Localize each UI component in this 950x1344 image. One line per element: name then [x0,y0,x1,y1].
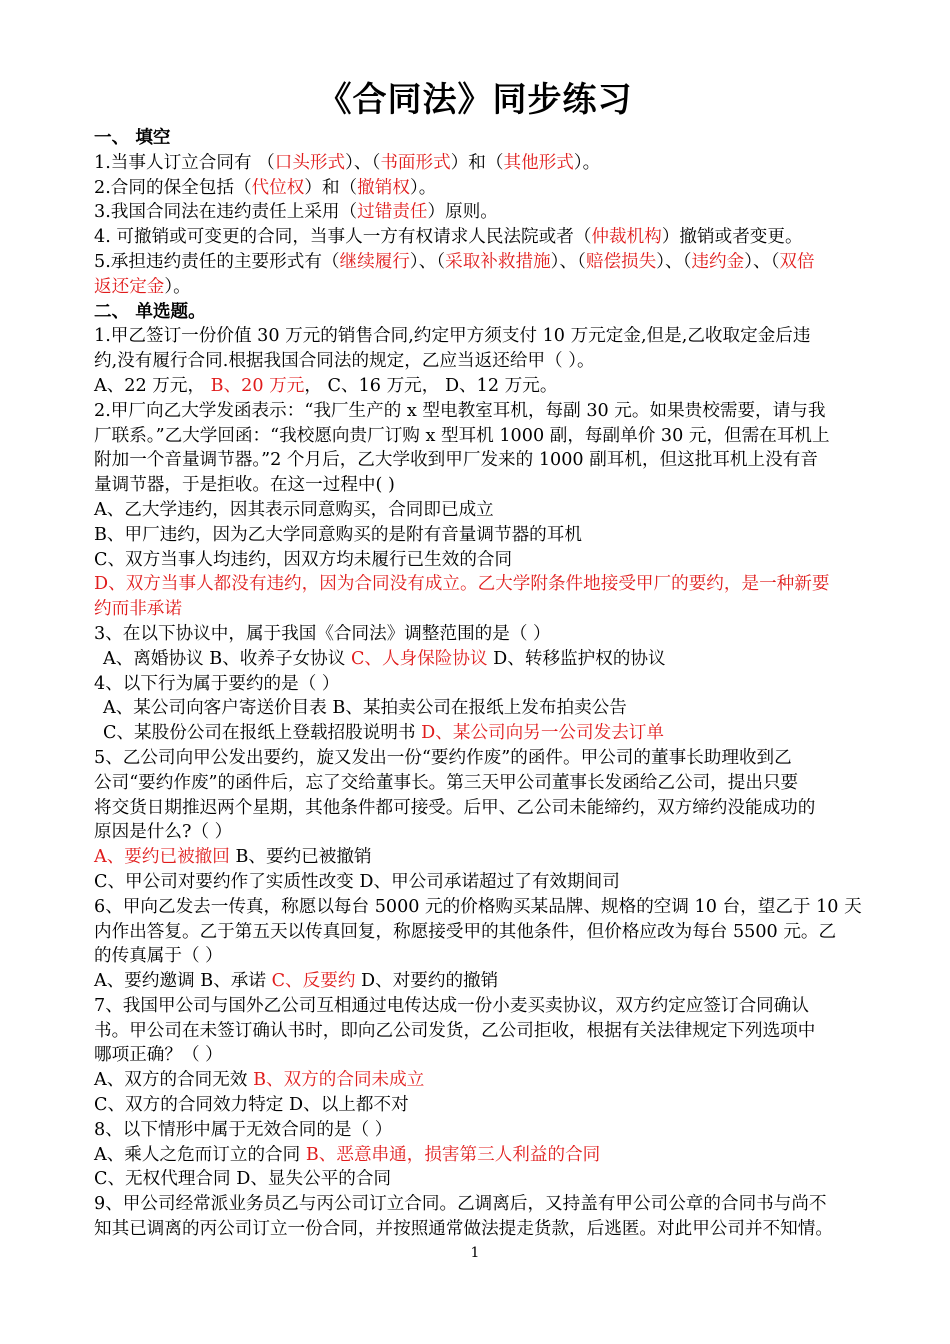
text-line [94,746,870,771]
answer-text: C、人身保险协议 [350,648,488,669]
page-number: 1 [470,1245,480,1261]
text-span: ）和（ [450,152,504,173]
answer-text: A、要约已被撤回 [94,847,230,868]
answer-text: B、恶意串通，损害第三人利益的合同 [305,1144,601,1165]
text-span: ）撤销或者变更。 [661,227,803,248]
text-span: D、对要约的撤销 [355,971,499,992]
text-span: 4、以下行为属于要约的是（ ） [94,673,340,694]
text-line [94,969,870,994]
text-line [94,225,870,250]
text-line [94,820,870,845]
text-line [94,1068,870,1093]
text-line [94,523,870,548]
answer-text: 赔偿损失 [585,251,657,272]
text-span: B、甲厂违约，因为乙大学同意购买的是附有音量调节器的耳机 [94,524,582,545]
answer-text: 约而非承诺 [94,599,182,620]
text-span: 一、 填空 [94,127,171,148]
text-span: 2.甲厂向乙大学发函表示：“我厂生产的 x 型电教室耳机，每副 30 元。如果贵校需要，请与我 [94,400,826,421]
answer-text: 过错责任 [357,202,428,223]
answer-text: D、某公司向另一公司发去订单 [421,723,664,744]
text-span: ）。 [409,177,437,198]
text-line [94,473,870,498]
text-line [94,870,870,895]
text-line [94,994,870,1019]
text-span: A、离婚协议 B、收养子女协议 [103,648,351,669]
text-span: 量调节器，于是拒收。在这一过程中( ) [94,475,395,496]
text-line [94,448,870,473]
document-body [94,126,870,1242]
text-span: 5.承担违约责任的主要形式有（ [94,251,340,272]
text-span: A、乙大学违约，因其表示同意购买，合同即已成立 [94,499,494,520]
text-line [94,275,870,300]
text-line [94,324,870,349]
text-span: 7、我国甲公司与国外乙公司互相通过电传达成一份小麦买卖协议，双方约定应签订合同确认 [94,995,809,1016]
text-line [94,374,870,399]
text-line [94,349,870,374]
text-span: 3.我国合同法在违约责任上采用（ [94,202,358,223]
answer-text: B、双方的合同未成立 [253,1070,425,1091]
text-span: ）、（ [345,152,381,173]
text-span: 5、乙公司向甲公发出要约，旋又发出一份“要约作废”的函件。甲公司的董事长助理收到乙 [94,747,792,768]
text-line [94,1118,870,1143]
text-span: A、某公司向客户寄送价目表 B、某拍卖公司在报纸上发布拍卖公告 [103,698,627,719]
answer-text: 返还定金 [94,276,165,297]
text-span: D、转移监护权的协议 [487,648,666,669]
text-span: 1.甲乙签订一份价值 30 万元的销售合同,约定甲方须支付 10 万元定金,但是,乙收取定金后违 [94,326,811,347]
text-line [94,1192,870,1217]
text-span: 约,没有履行合同.根据我国合同法的规定，乙应当返还给甲（ ）。 [94,351,595,372]
text-span: 2.合同的保全包括（ [94,177,252,198]
text-line [94,895,870,920]
text-span: 4. 可撤销或可变更的合同，当事人一方有权请求人民法院或者（ [94,227,592,248]
text-span: C、双方当事人均违约，因双方均未履行已生效的合同 [94,549,513,570]
text-span: 二、 单选题。 [94,300,206,322]
text-line [94,151,870,176]
text-line [94,622,870,647]
text-line [94,1143,870,1168]
text-span: 哪项正确？（ ） [94,1045,223,1066]
answer-text: 其他形式 [503,152,574,173]
text-span: 3、在以下协议中，属于我国《合同法》调整范围的是（ ） [94,623,551,644]
answer-text: 代位权 [251,177,305,198]
text-line [94,920,870,945]
text-line [94,845,870,870]
text-span: 原因是什么?（ ） [94,822,233,843]
text-line [94,572,870,597]
text-line [94,796,870,821]
text-span: A、双方的合同无效 [94,1070,254,1091]
section-heading [94,126,870,151]
text-line [94,424,870,449]
text-line [94,597,870,622]
text-span: ）、（ [409,251,446,272]
text-span: ）、（ [744,251,780,272]
text-span: 将交货日期推迟两个星期，其他条件都可接受。后甲、乙公司未能缔约，双方缔约没能成功的 [94,797,816,818]
text-span: 厂联系。”乙大学回函：“我校愿向贵厂订购 x 型耳机 1000 副，每副单价 30 元，但需在耳机上 [94,425,830,446]
text-span: 6、甲向乙发去一传真，称愿以每台 5000 元的价格购买某品牌、规格的空调 10 台，望乙于 10 天 [94,896,862,917]
text-span: A、要约邀调 B、承诺 [94,971,272,992]
text-span: 的传真属于（ ） [94,946,223,967]
text-line [94,176,870,201]
text-span: C、无权代理合同 D、显失公平的合同 [94,1169,392,1190]
text-line [94,548,870,573]
text-line [94,696,870,721]
text-line [94,647,870,672]
text-span: 9、甲公司经常派业务员乙与丙公司订立合同。乙调离后，又持盖有甲公司公章的合同书与尚不 [94,1194,827,1215]
text-line [94,672,870,697]
text-span: C、某股份公司在报纸上登载招股说明书 [103,723,422,744]
answer-text: 双倍 [779,251,815,272]
text-line [94,1043,870,1068]
text-span: ）。 [164,276,191,297]
text-span: 知其已调离的丙公司订立一份合同，并按照通常做法提走货款，后逃匿。对此甲公司并不知情。 [94,1219,833,1240]
answer-text: B、20 万元 [210,375,305,396]
text-span: A、乘人之危而订立的合同 [94,1144,306,1165]
text-line [94,771,870,796]
answer-text: 继续履行 [339,251,410,272]
text-span: 1.当事人订立合同有 （ [94,152,275,173]
text-span: B、要约已被撤销 [229,847,372,868]
text-span: 8、以下情形中属于无效合同的是（ ） [94,1119,393,1140]
answer-text: 书面形式 [380,152,451,173]
text-line [94,399,870,424]
text-span: C、双方的合同效力特定 D、以上都不对 [94,1095,409,1116]
text-span: ）、（ [550,251,586,272]
page-title: 《合同法》同步练习 [317,80,633,120]
text-line [94,944,870,969]
text-span: 公司“要约作废”的函件后，忘了交给董事长。第三天甲公司董事长发函给乙公司，提出只要 [94,772,799,793]
text-line [94,498,870,523]
text-span: ）原则。 [427,202,498,223]
answer-text: 采取补救措施 [445,251,551,272]
text-span: ）。 [573,152,601,173]
text-span: 内作出答复。乙于第五天以传真回复，称愿接受甲的其他条件，但价格应改为每台 5500 元。乙 [94,921,837,942]
text-line [94,721,870,746]
text-line [94,250,870,275]
answer-text: 仲裁机构 [591,227,662,248]
text-span: ）和（ [304,177,358,198]
text-span: ， C、16 万元， D、12 万元。 [304,375,558,396]
section-heading [94,300,870,325]
text-line [94,200,870,225]
text-span: 附加一个音量调节器。”2 个月后，乙大学收到甲厂发来的 1000 副耳机，但这批耳机上没有音 [94,450,818,471]
answer-text: 口头形式 [274,152,346,173]
answer-text: D、双方当事人都没有违约，因为合同没有成立。乙大学附条件地接受甲厂的要约，是一种新要 [94,574,830,595]
answer-text: C、反要约 [271,971,356,992]
text-line [94,1019,870,1044]
text-line [94,1093,870,1118]
text-span: 书。甲公司在未签订确认书时，即向乙公司发货，乙公司拒收，根据有关法律规定下列选项中 [94,1020,816,1041]
answer-text: 违约金 [691,251,745,272]
text-line [94,1167,870,1192]
text-line [94,1217,870,1242]
text-span: C、甲公司对要约作了实质性改变 D、甲公司承诺超过了有效期间司 [94,871,620,892]
answer-text: 撤销权 [357,177,410,198]
text-span: ）、（ [656,251,692,272]
text-span: A、22 万元， [94,375,211,396]
